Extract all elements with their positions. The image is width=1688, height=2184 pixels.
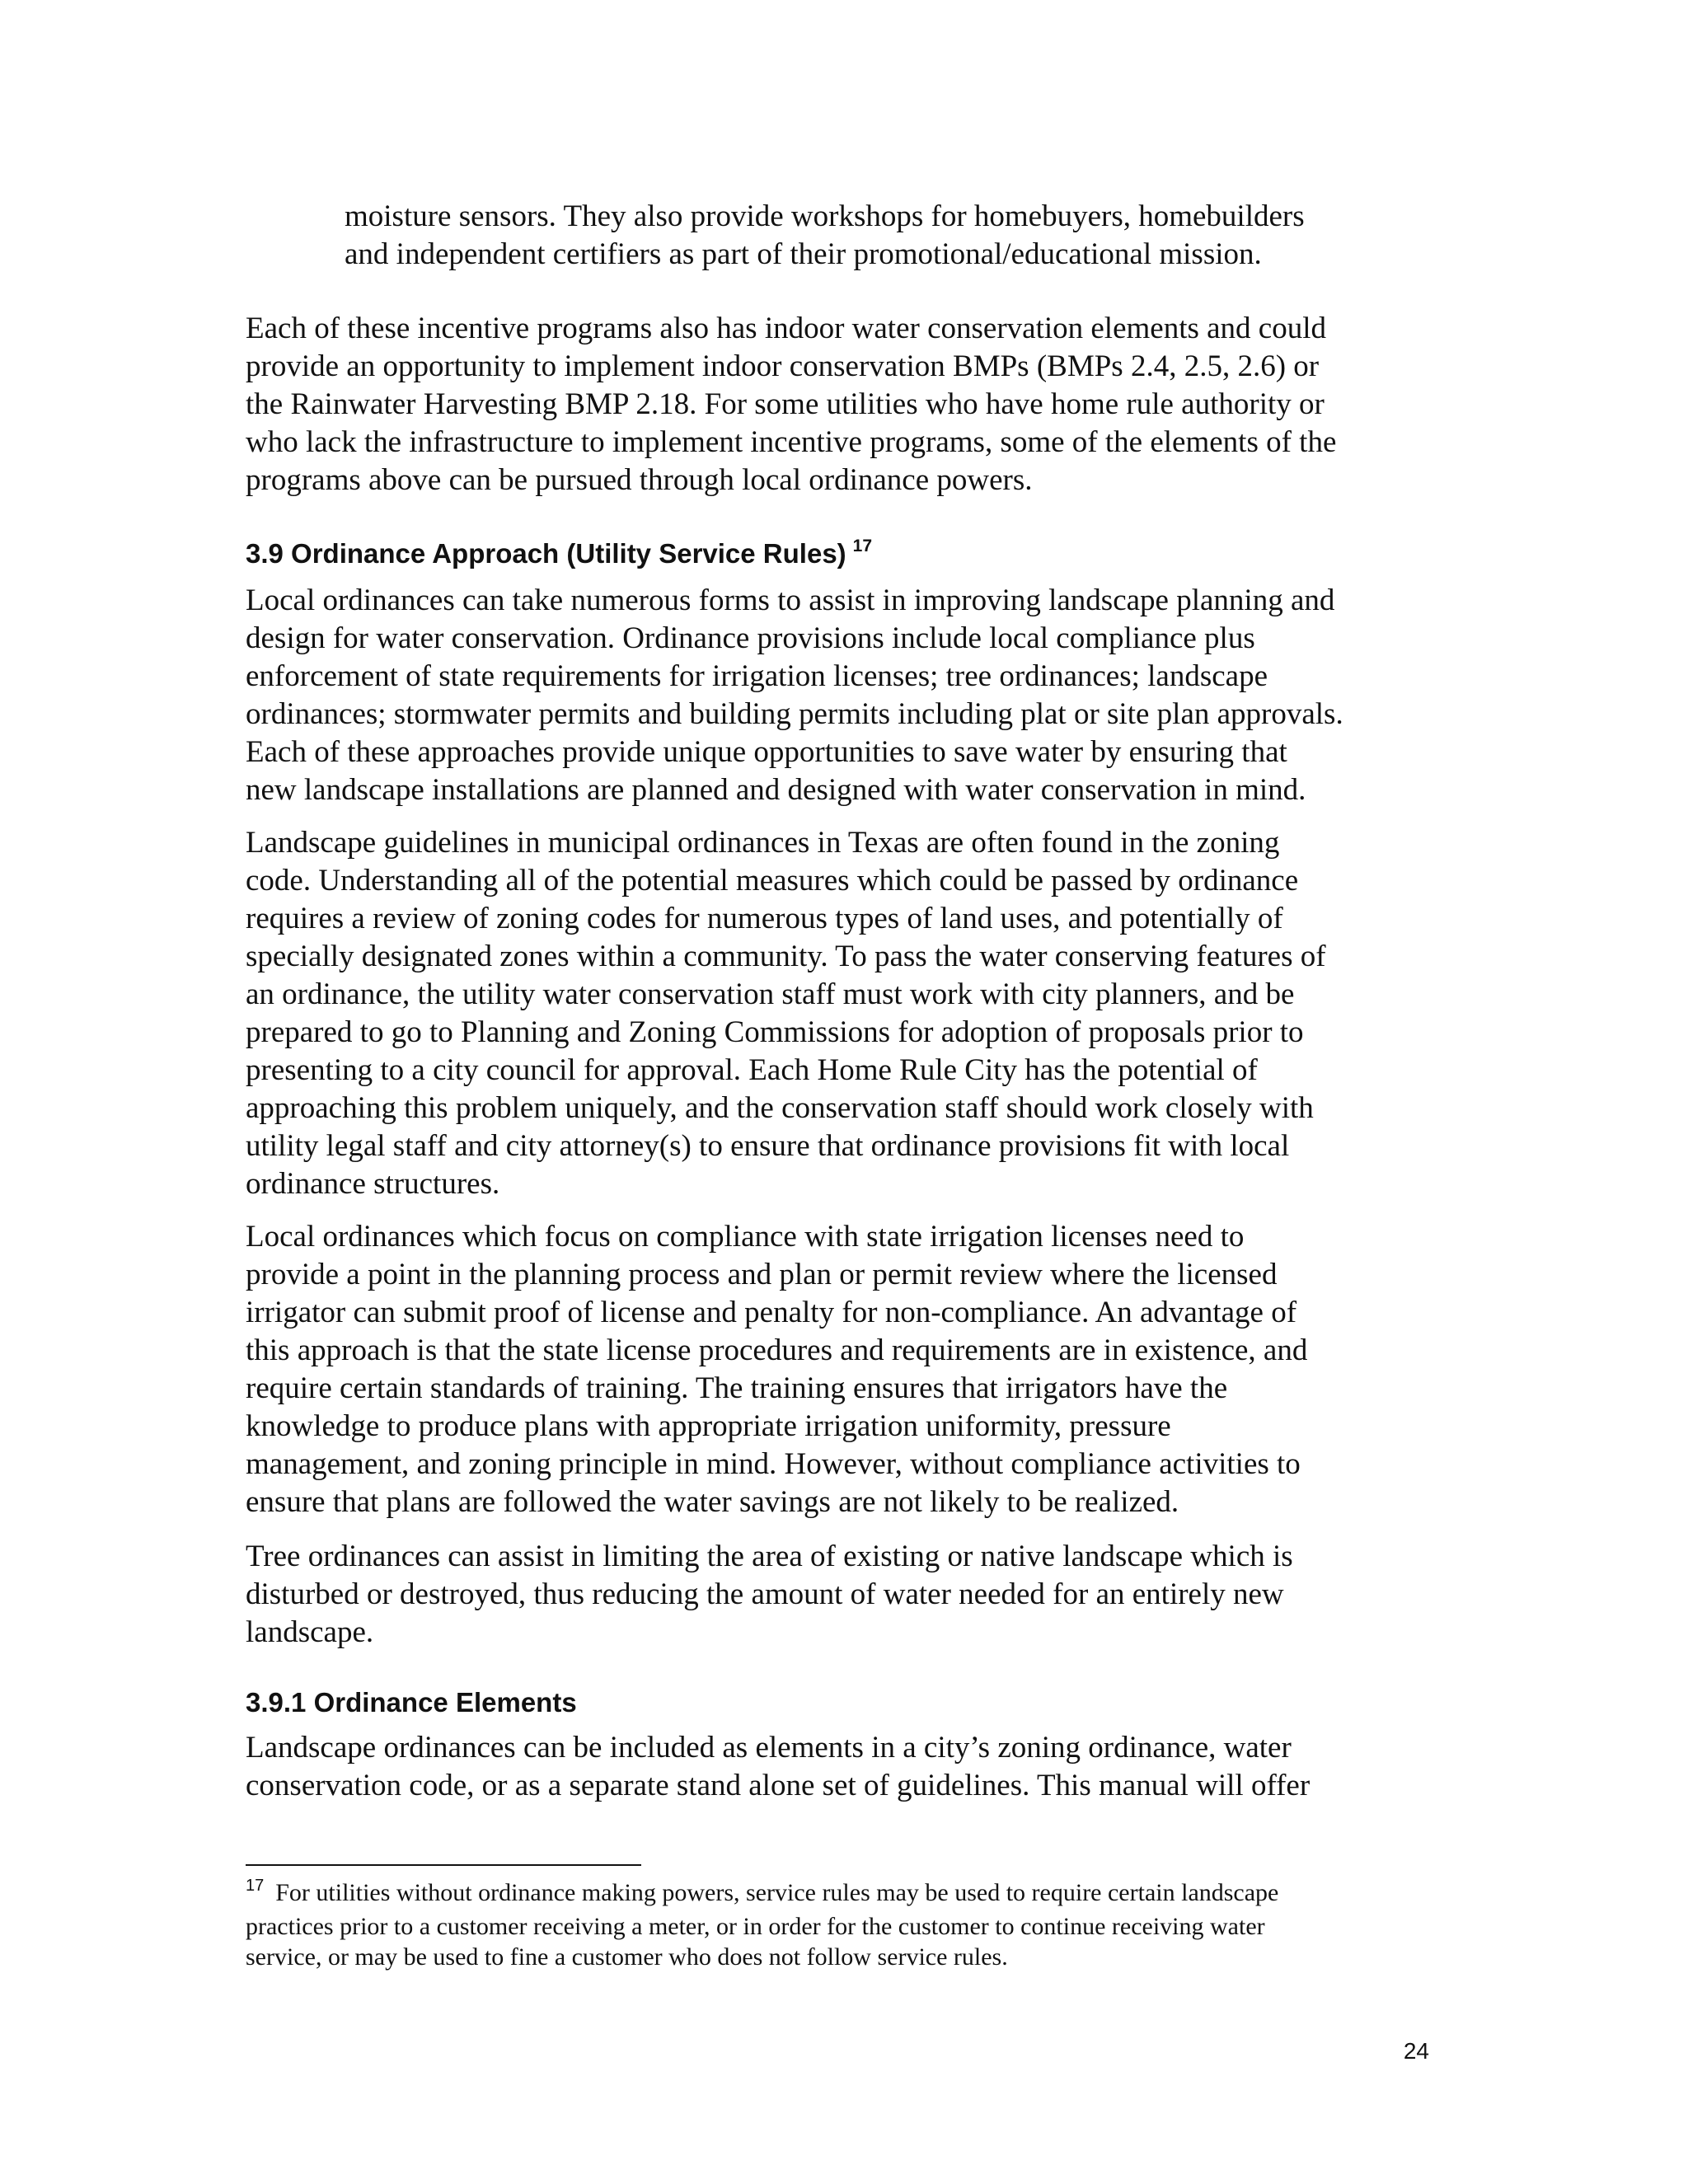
text-line: who lack the infrastructure to implement incentive programs, some of the elements of the (246, 425, 1337, 459)
footnote-line: service, or may be used to fine a customer who does not follow service rules. (246, 1943, 1008, 1971)
text-line: disturbed or destroyed, thus reducing the amount of water needed for an entirely new (246, 1577, 1284, 1611)
text-line: irrigator can submit proof of license and penalty for non-compliance. An advantage of (246, 1296, 1297, 1329)
text-line: require certain standards of training. The training ensures that irrigators have the (246, 1371, 1228, 1405)
text-line: specially designated zones within a community. To pass the water conserving features of (246, 940, 1326, 973)
text-line: this approach is that the state license procedures and requirements are in existence, and (246, 1333, 1308, 1367)
text-line: provide a point in the planning process and plan or permit review where the licensed (246, 1258, 1278, 1291)
section-heading-3-9 (246, 537, 872, 574)
text-line: new landscape installations are planned and designed with water conservation in mind. (246, 773, 1306, 807)
footnote-line (246, 1877, 1457, 1911)
footnote-mark: 17 (246, 1877, 265, 1895)
text-line: ordinance structures. (246, 1167, 500, 1201)
text-line: approaching this problem uniquely, and the conservation staff should work closely with (246, 1091, 1314, 1125)
text-line: Local ordinances can take numerous forms to assist in improving landscape planning and (246, 583, 1335, 617)
page-number: 24 (1403, 2038, 1429, 2064)
paragraph-ordinance-elements (246, 1729, 1457, 1805)
paragraph-incentive-programs (246, 310, 1457, 499)
text-line: ordinances; stormwater permits and building permits including plat or site plan approvals. (246, 697, 1343, 731)
text-line: conservation code, or as a separate stand alone set of guidelines. This manual will offer (246, 1769, 1311, 1802)
text-line: Landscape ordinances can be included as elements in a city’s zoning ordinance, water (246, 1731, 1292, 1765)
text-line: programs above can be pursued through local ordinance powers. (246, 463, 1033, 497)
text-line: provide an opportunity to implement indoor conservation BMPs (BMPs 2.4, 2.5, 2.6) or (246, 349, 1320, 383)
text-line: and independent certifiers as part of their promotional/educational mission. (345, 237, 1262, 271)
footnote-separator (246, 1864, 641, 1866)
text-line: Landscape guidelines in municipal ordinances in Texas are often found in the zoning (246, 826, 1280, 860)
text-line: requires a review of zoning codes for numerous types of land uses, and potentially of (246, 902, 1283, 935)
text-line: design for water conservation. Ordinance provisions include local compliance plus (246, 621, 1255, 655)
section-heading-3-9-1 (246, 1686, 577, 1719)
text-line: utility legal staff and city attorney(s) to ensure that ordinance provisions fit with local (246, 1129, 1290, 1163)
text-line: ensure that plans are followed the water savings are not likely to be realized. (246, 1485, 1179, 1519)
text-line: prepared to go to Planning and Zoning Commissions for adoption of proposals prior to (246, 1015, 1304, 1049)
paragraph-local-ordinances (246, 582, 1457, 809)
text-line: Each of these approaches provide unique opportunities to save water by ensuring that (246, 735, 1287, 769)
text-line: presenting to a city council for approval. Each Home Rule City has the potential of (246, 1053, 1258, 1087)
paragraph-tree-ordinances (246, 1538, 1457, 1652)
footnote-text: For utilities without ordinance making powers, service rules may be used to require certain landscape (275, 1879, 1279, 1906)
paragraph-continuation (345, 198, 1556, 274)
text-line: code. Understanding all of the potential measures which could be passed by ordinance (246, 864, 1299, 898)
text-line: enforcement of state requirements for irrigation licenses; tree ordinances; landscape (246, 659, 1268, 693)
paragraph-irrigation-licenses (246, 1218, 1457, 1521)
heading-text: 3.9.1 Ordinance Elements (246, 1687, 577, 1718)
text-line: the Rainwater Harvesting BMP 2.18. For some utilities who have home rule authority or (246, 387, 1325, 421)
footnote-reference[interactable]: 17 (852, 537, 873, 555)
heading-text: 3.9 Ordinance Approach (Utility Service Rules) (246, 538, 846, 569)
footnote-line: practices prior to a customer receiving a meter, or in order for the customer to continue receiving water (246, 1913, 1265, 1940)
text-line: Tree ordinances can assist in limiting the area of existing or native landscape which is (246, 1540, 1293, 1573)
text-line: Local ordinances which focus on compliance with state irrigation licenses need to (246, 1220, 1245, 1254)
text-line: landscape. (246, 1615, 374, 1649)
text-line: management, and zoning principle in mind. However, without compliance activities to (246, 1447, 1301, 1481)
paragraph-landscape-guidelines (246, 824, 1457, 1203)
footnote-17 (246, 1877, 1457, 1972)
text-line: knowledge to produce plans with appropriate irrigation uniformity, pressure (246, 1409, 1171, 1443)
text-line: Each of these incentive programs also has indoor water conservation elements and could (246, 312, 1327, 345)
text-line: moisture sensors. They also provide workshops for homebuyers, homebuilders (345, 199, 1305, 233)
text-line: an ordinance, the utility water conservation staff must work with city planners, and be (246, 977, 1295, 1011)
